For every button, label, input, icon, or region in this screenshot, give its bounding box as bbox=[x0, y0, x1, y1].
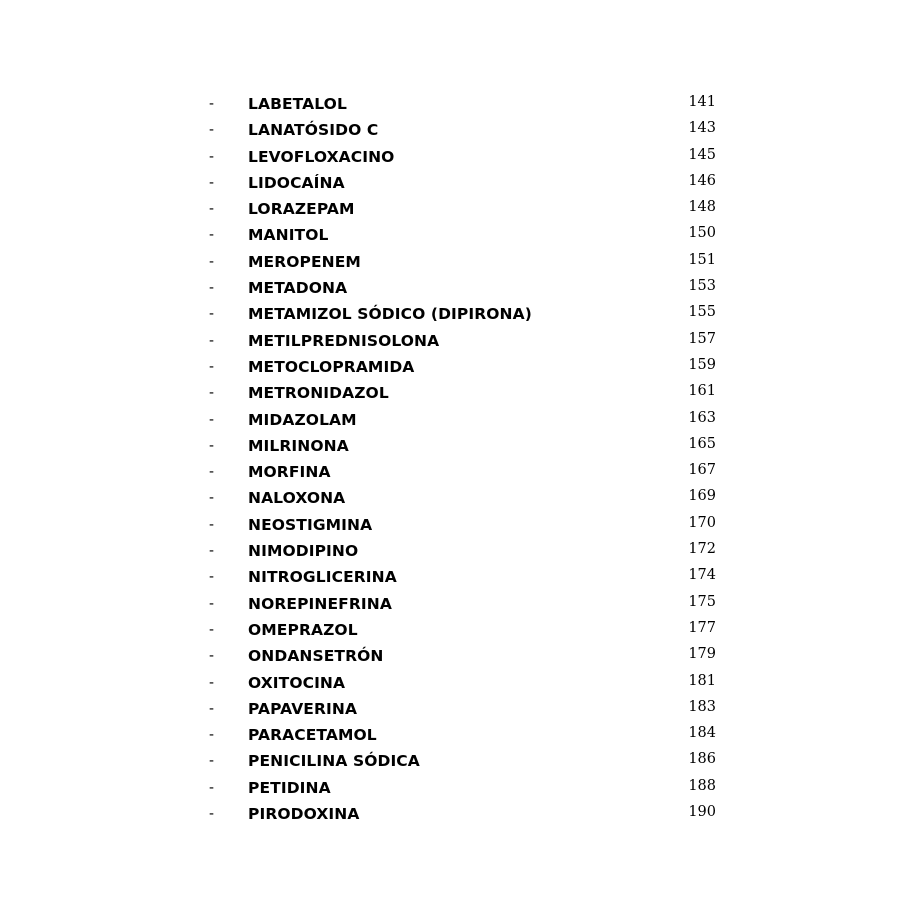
toc-entry-page-number: 167 bbox=[688, 462, 716, 479]
toc-entry-page-number: 161 bbox=[688, 383, 716, 400]
toc-entry[interactable] bbox=[0, 196, 900, 222]
table-of-contents bbox=[0, 91, 900, 827]
toc-entry-page-number: 177 bbox=[688, 619, 716, 636]
toc-entry[interactable] bbox=[0, 354, 900, 380]
toc-entry-page-number: 143 bbox=[688, 120, 716, 137]
toc-entry[interactable] bbox=[0, 696, 900, 722]
toc-entry-name: LEVOFLOXACINO bbox=[248, 147, 395, 166]
toc-entry[interactable] bbox=[0, 643, 900, 669]
toc-entry-name: OMEPRAZOL bbox=[248, 620, 358, 639]
toc-bullet: - bbox=[209, 252, 214, 270]
toc-entry[interactable] bbox=[0, 144, 900, 170]
toc-bullet: - bbox=[209, 357, 214, 375]
toc-entry-name: MIDAZOLAM bbox=[248, 410, 357, 429]
toc-entry-page-number: 184 bbox=[688, 725, 716, 742]
toc-bullet: - bbox=[209, 699, 214, 717]
toc-entry[interactable] bbox=[0, 433, 900, 459]
toc-entry[interactable] bbox=[0, 722, 900, 748]
toc-entry-name: LIDOCAÍNA bbox=[248, 173, 345, 192]
toc-bullet: - bbox=[209, 620, 214, 638]
toc-entry-name: NEOSTIGMINA bbox=[248, 515, 373, 534]
toc-bullet: - bbox=[209, 594, 214, 612]
toc-entry-name: OXITOCINA bbox=[248, 673, 346, 692]
toc-entry[interactable] bbox=[0, 301, 900, 327]
toc-bullet: - bbox=[209, 805, 214, 823]
toc-entry[interactable] bbox=[0, 748, 900, 774]
toc-entry-name: LABETALOL bbox=[248, 95, 347, 113]
toc-bullet: - bbox=[209, 726, 214, 744]
toc-bullet: - bbox=[209, 279, 214, 297]
toc-entry-name: PENICILINA SÓDICA bbox=[248, 752, 420, 771]
toc-entry[interactable] bbox=[0, 485, 900, 511]
toc-entry-page-number: 148 bbox=[688, 199, 716, 216]
toc-entry-page-number: 186 bbox=[688, 751, 716, 768]
toc-entry-page-number: 190 bbox=[688, 804, 716, 821]
toc-bullet: - bbox=[209, 173, 214, 191]
toc-entry[interactable] bbox=[0, 591, 900, 617]
toc-entry-name: LANATÓSIDO C bbox=[248, 121, 379, 140]
toc-entry-page-number: 155 bbox=[688, 304, 716, 321]
toc-bullet: - bbox=[209, 542, 214, 560]
toc-entry-page-number: 151 bbox=[688, 251, 716, 268]
toc-bullet: - bbox=[209, 147, 214, 165]
toc-bullet: - bbox=[209, 436, 214, 454]
toc-bullet: - bbox=[209, 778, 214, 796]
toc-entry-page-number: 181 bbox=[688, 672, 716, 689]
toc-entry-page-number: 146 bbox=[688, 172, 716, 189]
toc-entry[interactable] bbox=[0, 617, 900, 643]
toc-entry-page-number: 183 bbox=[688, 698, 716, 715]
toc-entry[interactable] bbox=[0, 538, 900, 564]
toc-bullet: - bbox=[209, 568, 214, 586]
toc-entry-name: METADONA bbox=[248, 279, 348, 298]
toc-entry-name: PETIDINA bbox=[248, 778, 331, 797]
toc-entry[interactable] bbox=[0, 328, 900, 354]
toc-entry[interactable] bbox=[0, 380, 900, 406]
toc-bullet: - bbox=[209, 305, 214, 323]
toc-entry-name: NITROGLICERINA bbox=[248, 568, 397, 587]
toc-entry-page-number: 175 bbox=[688, 593, 716, 610]
toc-entry[interactable] bbox=[0, 459, 900, 485]
toc-entry-page-number: 153 bbox=[688, 278, 716, 295]
toc-entry-page-number: 169 bbox=[688, 488, 716, 505]
toc-entry-page-number: 163 bbox=[688, 409, 716, 426]
toc-entry-page-number: 172 bbox=[688, 541, 716, 558]
toc-entry[interactable] bbox=[0, 407, 900, 433]
toc-bullet: - bbox=[209, 226, 214, 244]
toc-entry-name: NIMODIPINO bbox=[248, 542, 359, 561]
toc-entry-name: ONDANSETRÓN bbox=[248, 647, 384, 666]
toc-entry-page-number: 159 bbox=[688, 356, 716, 373]
toc-entry-name: MEROPENEM bbox=[248, 252, 361, 271]
toc-bullet: - bbox=[209, 463, 214, 481]
toc-entry-page-number: 141 bbox=[688, 94, 716, 110]
toc-entry-name: MANITOL bbox=[248, 226, 329, 245]
toc-bullet: - bbox=[209, 515, 214, 533]
toc-entry[interactable] bbox=[0, 775, 900, 801]
toc-entry-page-number: 145 bbox=[688, 146, 716, 163]
toc-entry[interactable] bbox=[0, 170, 900, 196]
toc-entry-name: METAMIZOL SÓDICO (DIPIRONA) bbox=[248, 305, 532, 324]
toc-entry-page-number: 188 bbox=[688, 777, 716, 794]
toc-entry[interactable] bbox=[0, 249, 900, 275]
toc-entry[interactable] bbox=[0, 117, 900, 143]
toc-bullet: - bbox=[209, 752, 214, 770]
toc-entry-page-number: 157 bbox=[688, 330, 716, 347]
toc-entry[interactable] bbox=[0, 512, 900, 538]
toc-entry-name: PARACETAMOL bbox=[248, 726, 377, 745]
toc-entry[interactable] bbox=[0, 801, 900, 827]
toc-bullet: - bbox=[209, 647, 214, 665]
toc-bullet: - bbox=[209, 673, 214, 691]
toc-bullet: - bbox=[209, 121, 214, 139]
toc-entry-page-number: 165 bbox=[688, 435, 716, 452]
toc-entry-name: METRONIDAZOL bbox=[248, 384, 389, 403]
toc-entry-page-number: 170 bbox=[688, 514, 716, 531]
toc-bullet: - bbox=[209, 410, 214, 428]
toc-entry[interactable] bbox=[0, 670, 900, 696]
toc-bullet: - bbox=[209, 331, 214, 349]
toc-entry[interactable] bbox=[0, 275, 900, 301]
toc-entry-name: PAPAVERINA bbox=[248, 699, 358, 718]
toc-entry-name: METOCLOPRAMIDA bbox=[248, 357, 415, 376]
toc-entry-name: NOREPINEFRINA bbox=[248, 594, 392, 613]
toc-entry-name: METILPREDNISOLONA bbox=[248, 331, 440, 350]
toc-entry-name: PIRODOXINA bbox=[248, 805, 360, 824]
toc-entry-page-number: 174 bbox=[688, 567, 716, 584]
toc-bullet: - bbox=[209, 489, 214, 507]
toc-bullet: - bbox=[209, 95, 214, 112]
toc-entry-page-number: 150 bbox=[688, 225, 716, 242]
toc-entry-page-number: 179 bbox=[688, 646, 716, 663]
toc-entry[interactable] bbox=[0, 564, 900, 590]
toc-entry-name: LORAZEPAM bbox=[248, 200, 355, 219]
toc-entry[interactable] bbox=[0, 222, 900, 248]
toc-entry-name: NALOXONA bbox=[248, 489, 346, 508]
toc-entry-name: MORFINA bbox=[248, 463, 331, 482]
toc-bullet: - bbox=[209, 384, 214, 402]
toc-entry-name: MILRINONA bbox=[248, 436, 349, 455]
toc-bullet: - bbox=[209, 200, 214, 218]
toc-entry[interactable] bbox=[0, 91, 900, 117]
